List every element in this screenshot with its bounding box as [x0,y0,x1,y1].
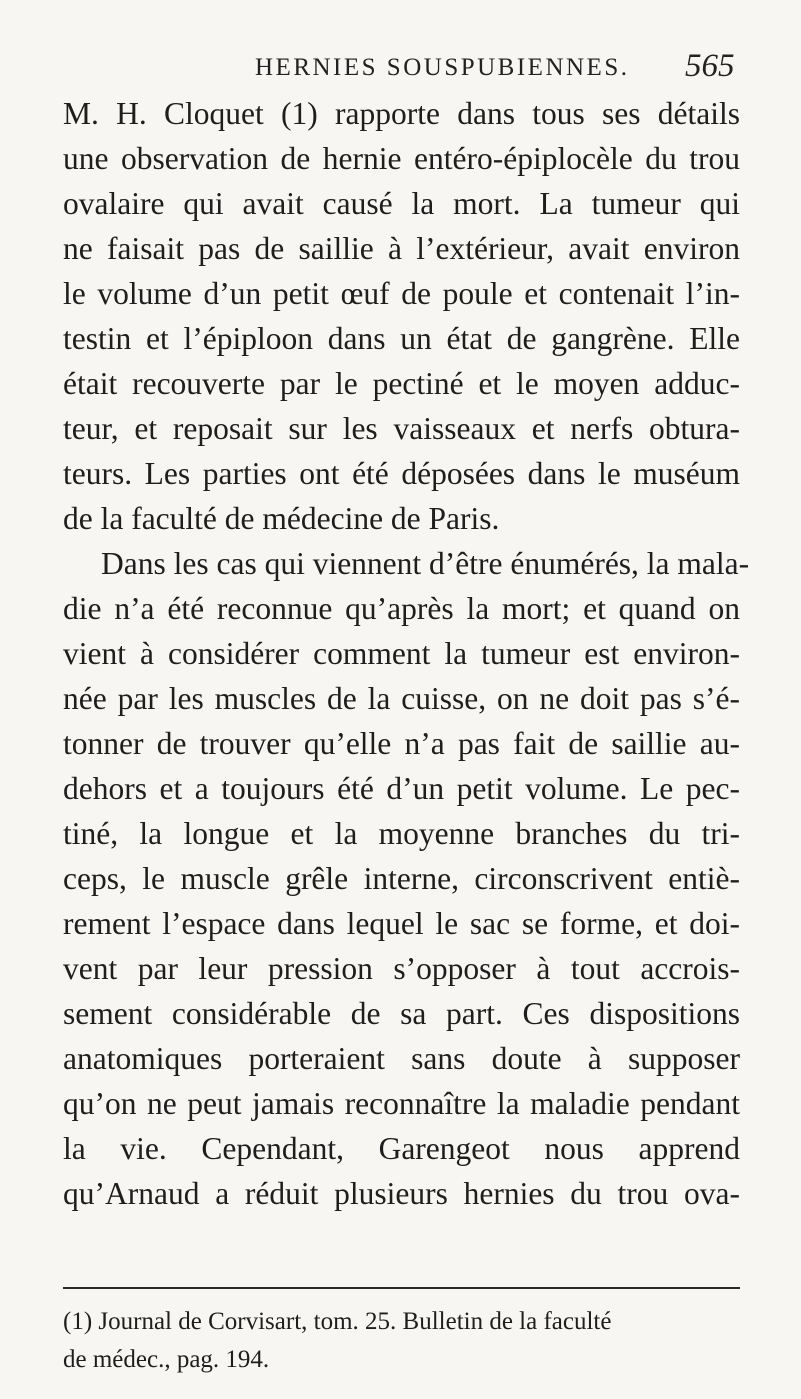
text-line: vient à considérer comment la tumeur est environ- [63,636,740,671]
text-line: dehors et a toujours été d’un petit volume. Le pec- [63,771,740,806]
text-line: anatomiques porteraient sans doute à supposer [63,1041,740,1076]
text-line: née par les muscles de la cuisse, on ne doit pas s’é- [63,681,740,716]
page-header [0,48,801,92]
text-line: teur, et reposait sur les vaisseaux et nerfs obtura- [63,411,740,446]
footnote-line: (1) Journal de Corvisart, tom. 25. Bulletin de la faculté [63,1308,612,1335]
text-line: le volume d’un petit œuf de poule et contenait l’in- [63,276,740,311]
page-number: 565 [685,48,735,84]
footnote-line: de médec., pag. 194. [63,1346,270,1373]
footnote-divider [63,1287,740,1289]
text-line: la vie. Cependant, Garengeot nous apprend [63,1131,740,1166]
text-line: M. H. Cloquet (1) rapporte dans tous ses détails [63,96,740,131]
text-line: Dans les cas qui viennent d’être énumérés, la mala- [101,546,750,581]
text-line: tiné, la longue et la moyenne branches du tri- [63,816,740,851]
text-line: rement l’espace dans lequel le sac se forme, et doi- [63,906,740,941]
running-title: HERNIES SOUSPUBIENNES. [255,54,630,81]
text-line: de la faculté de médecine de Paris. [63,501,500,536]
text-line: sement considérable de sa part. Ces dispositions [63,996,740,1031]
text-line: était recouverte par le pectiné et le moyen adduc- [63,366,740,401]
text-line: testin et l’épiploon dans un état de gangrène. Elle [63,321,740,356]
text-line: qu’on ne peut jamais reconnaître la maladie pendant [63,1086,740,1121]
text-line: ne faisait pas de saillie à l’extérieur, avait environ [63,231,740,266]
text-line: die n’a été reconnue qu’après la mort; et quand on [63,591,740,626]
text-line: teurs. Les parties ont été déposées dans le muséum [63,456,740,491]
text-line: tonner de trouver qu’elle n’a pas fait de saillie au- [63,726,740,761]
text-line: ovalaire qui avait causé la mort. La tumeur qui [63,186,740,221]
text-line: vent par leur pression s’opposer à tout accrois- [63,951,740,986]
text-line: une observation de hernie entéro-épiplocèle du trou [63,141,740,176]
text-line: qu’Arnaud a réduit plusieurs hernies du trou ova- [63,1176,740,1211]
text-line: ceps, le muscle grêle interne, circonscrivent entiè- [63,861,740,896]
